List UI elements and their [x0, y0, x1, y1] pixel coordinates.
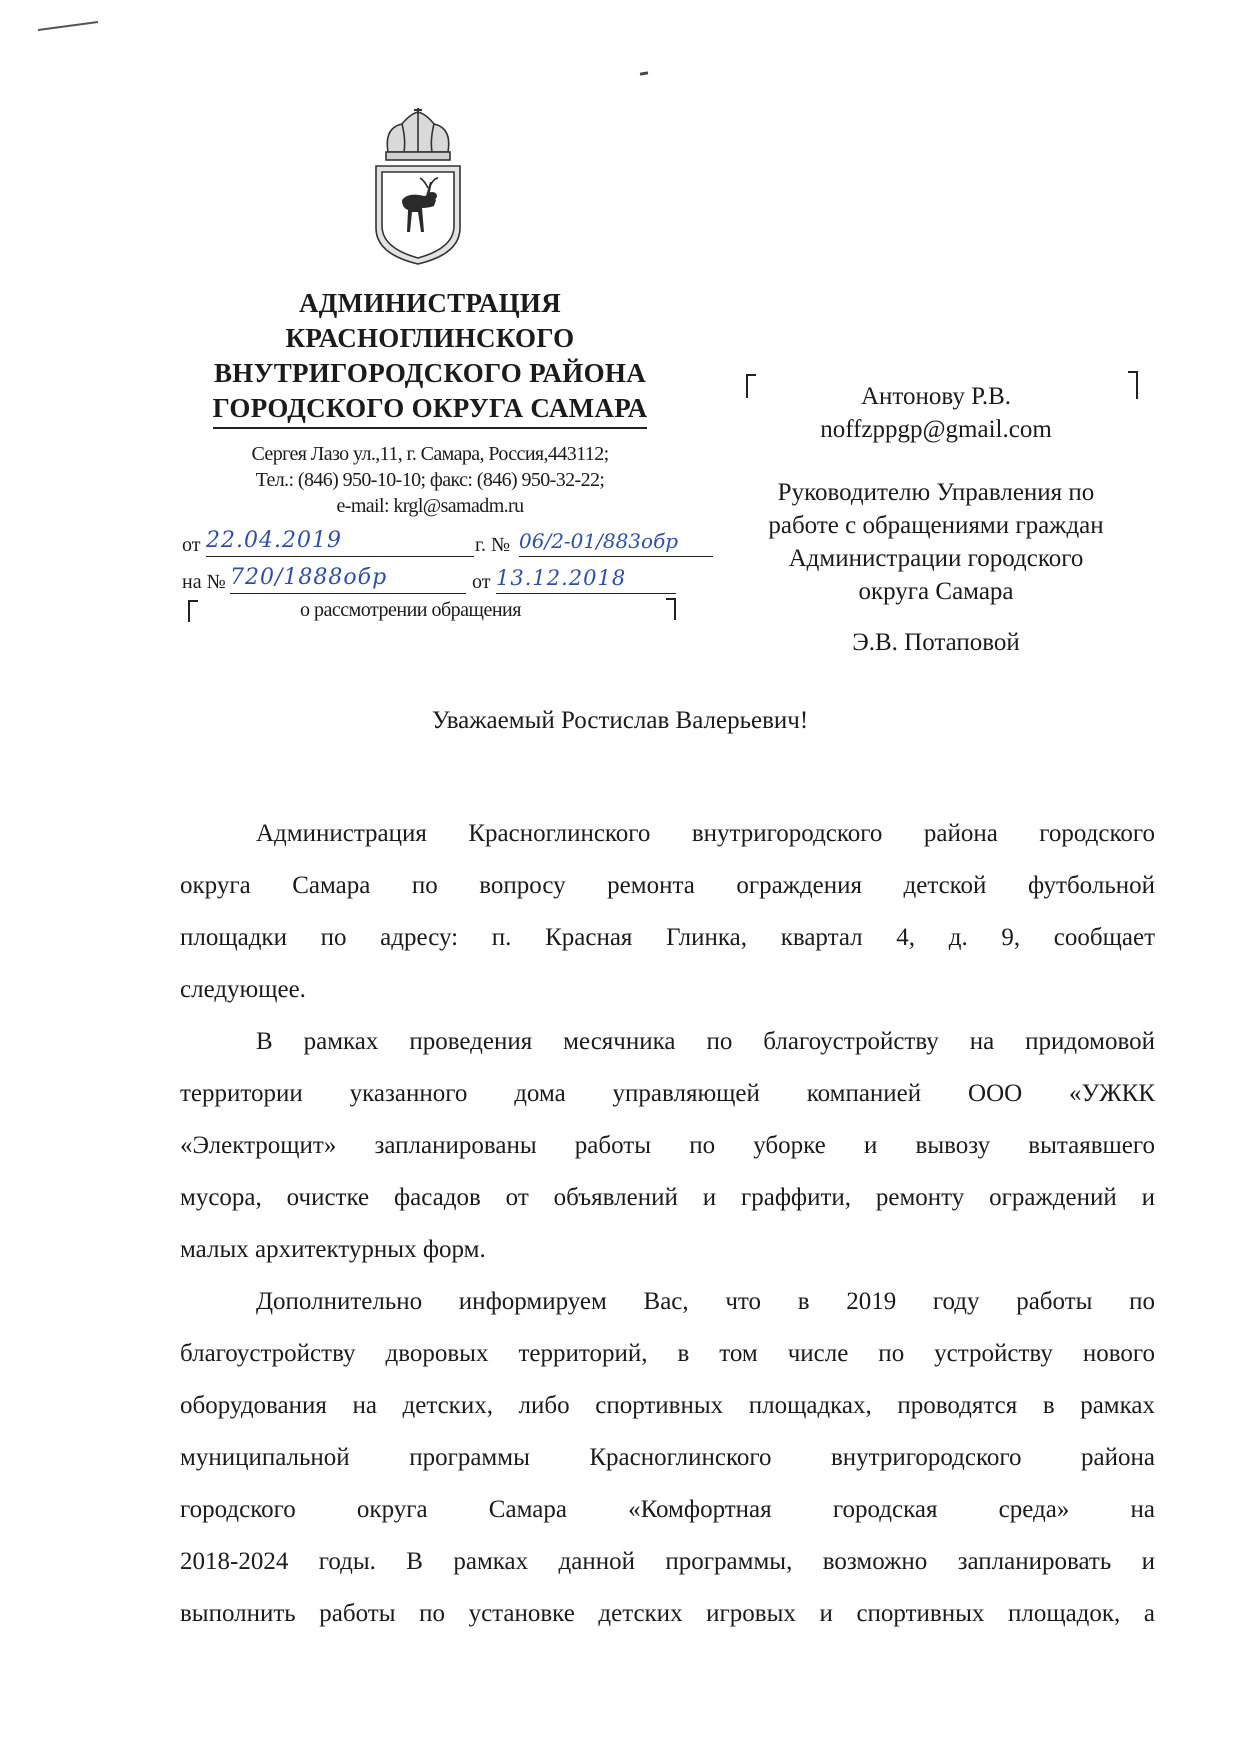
address-line-2: Тел.: (846) 950-10-10; факс: (846) 950-32-22;	[255, 469, 605, 491]
samara-coat-of-arms-emblem	[366, 108, 470, 266]
address-line-1: Сергея Лазо ул.,11, г. Самара, Россия,443112;	[251, 443, 609, 465]
letter-subject: о рассмотрении обращения	[300, 599, 521, 621]
recipient-position-line-4: округа Самара	[858, 578, 1014, 605]
body-line: выполнить работы по установке детских игровых и спортивных площадок, а	[180, 1600, 1155, 1627]
org-line-4: ГОРОДСКОГО ОКРУГА САМАРА	[213, 391, 648, 429]
recipient-position-line-1: Руководителю Управления по	[777, 479, 1095, 506]
body-line: Дополнительно информируем Вас, что в 2019 году работы по	[256, 1288, 1155, 1315]
body-line: территории указанного дома управляющей компанией ООО «УЖКК	[180, 1080, 1155, 1107]
reference-date-prefix: от	[472, 571, 491, 593]
recipient-block	[736, 380, 1136, 659]
org-line-2: КРАСНОГЛИНСКОГО	[285, 323, 575, 353]
body-line: благоустройству дворовых территорий, в том числе по устройству нового	[180, 1340, 1155, 1367]
salutation: Уважаемый Ростислав Валерьевич!	[431, 707, 809, 734]
letter-body	[180, 808, 1155, 1640]
reference-number-handwritten: 720/1888обр	[230, 567, 466, 594]
scan-speck	[640, 71, 648, 75]
subject-bracket-right	[666, 598, 676, 620]
body-line: площадки по адресу: п. Красная Глинка, квартал 4, д. 9, сообщает	[180, 924, 1155, 951]
recipient-name: Антонову Р.В.	[860, 383, 1012, 410]
paragraph-1	[180, 808, 1155, 1016]
body-line: муниципальной программы Красноглинского внутригородского района	[180, 1444, 1155, 1471]
body-line: мусора, очистке фасадов от объявлений и граффити, ремонту ограждений и	[180, 1184, 1155, 1211]
recipient-signer-name: Э.В. Потаповой	[852, 629, 1020, 656]
body-line: малых архитектурных форм.	[180, 1236, 486, 1263]
paragraph-3	[180, 1276, 1155, 1640]
body-line: городского округа Самара «Комфортная городская среда» на	[180, 1496, 1155, 1523]
body-line: оборудования на детских, либо спортивных площадках, проводятся в рамках	[180, 1392, 1155, 1419]
org-line-1: АДМИНИСТРАЦИЯ	[298, 288, 561, 318]
body-line: 2018-2024 годы. В рамках данной программы, возможно запланировать и	[180, 1548, 1155, 1575]
org-line-3: ВНУТРИГОРОДСКОГО РАЙОНА	[213, 358, 646, 388]
address-line-3: e-mail: krgl@samadm.ru	[336, 495, 524, 517]
body-line: следующее.	[180, 976, 306, 1003]
subject-bracket-left	[188, 600, 198, 622]
body-line: округа Самара по вопросу ремонта ограждения детской футбольной	[180, 872, 1155, 899]
letter-number-handwritten: 06/2-01/883обр	[519, 530, 713, 557]
organization-name	[180, 286, 680, 429]
organization-address	[180, 441, 680, 519]
recipient-email: noffzppgp@gmail.com	[820, 416, 1052, 443]
body-line: «Электрощит» запланированы работы по уборке и вывозу вытаявшего	[180, 1132, 1155, 1159]
date-prefix: от	[182, 534, 201, 556]
reference-prefix: на №	[182, 571, 226, 593]
letter-date-handwritten: 22.04.2019	[206, 530, 474, 557]
number-prefix: г. №	[475, 534, 511, 556]
scan-mark	[36, 20, 101, 32]
paragraph-2	[180, 1016, 1155, 1276]
reference-date-handwritten: 13.12.2018	[496, 567, 676, 594]
recipient-position-line-2: работе с обращениями граждан	[768, 512, 1104, 539]
body-line: Администрация Красноглинского внутригородского района городского	[256, 820, 1155, 847]
recipient-position-line-3: Администрации городского	[788, 545, 1084, 572]
body-line: В рамках проведения месячника по благоустройству на придомовой	[256, 1028, 1155, 1055]
